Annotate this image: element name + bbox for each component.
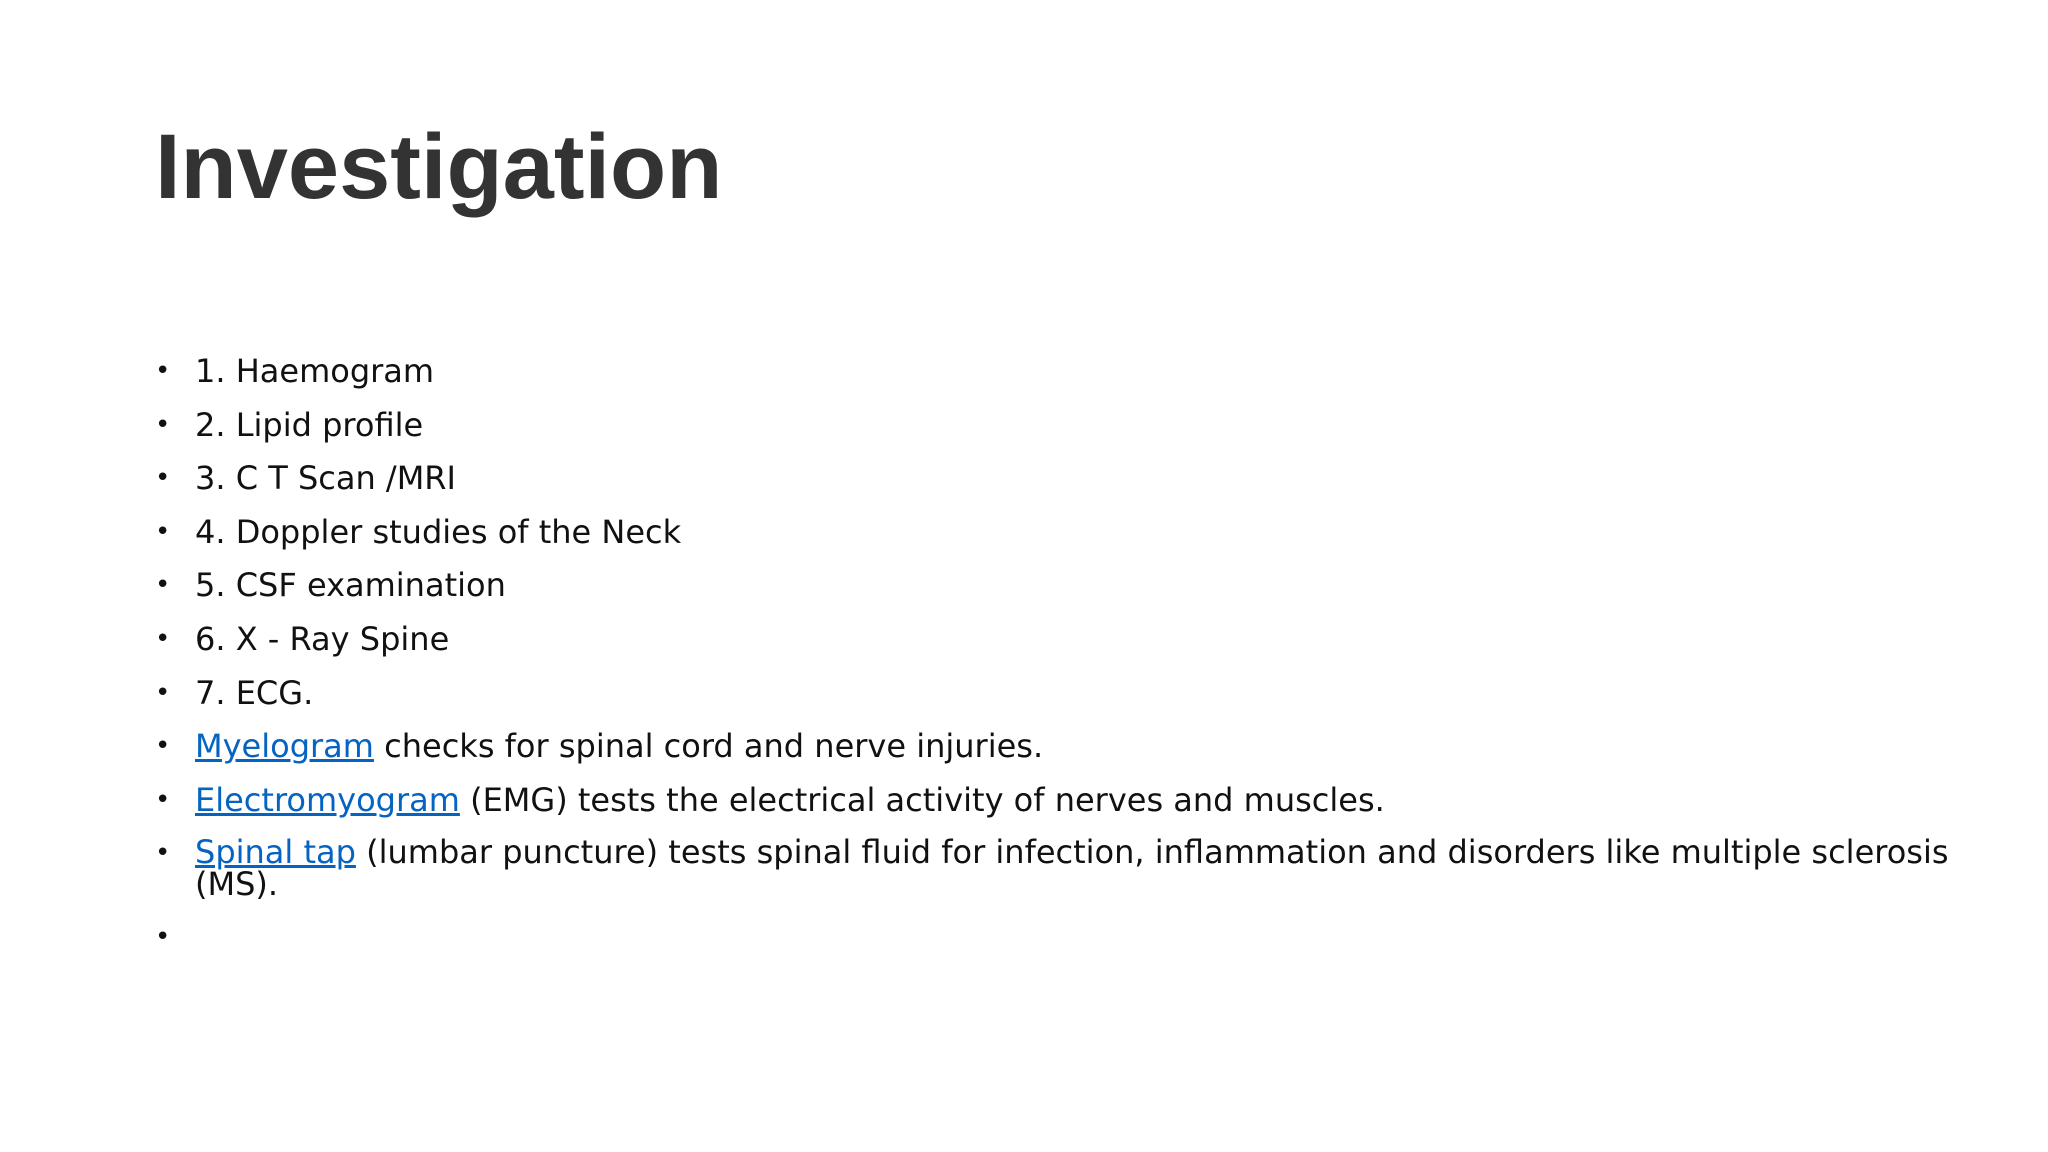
item-text: (lumbar puncture) tests spinal fluid for infection, inflammation and disorders like multiple sclerosis (MS). [195,833,1949,904]
bullet-icon: • [155,623,171,654]
bullet-list [155,352,1955,952]
slide-title: Investigation [155,116,723,218]
list-item [155,354,1955,388]
list-item [155,512,1955,551]
list-item [155,727,1955,766]
list-item [155,459,1955,498]
item-text: checks for spinal cord and nerve injuries. [373,727,1044,766]
item-text: 1. Haemogram [195,352,435,390]
item-text: 5. CSF examination [195,566,506,605]
list-item [155,673,1955,712]
bullet-icon: • [155,731,171,762]
spinal-tap-link[interactable]: Spinal tap [195,833,356,872]
bullet-icon: • [155,409,171,440]
item-text: (EMG) tests the electrical activity of nerves and muscles. [459,780,1385,819]
bullet-icon: • [155,463,171,494]
bullet-icon: • [155,570,171,601]
bullet-icon: • [155,784,171,815]
item-text: 2. Lipid profile [195,405,424,444]
item-text: 4. Doppler studies of the Neck [195,512,682,551]
list-item [155,619,1955,658]
item-text: 7. ECG. [195,673,314,712]
bullet-icon: • [155,677,171,708]
list-item [155,780,1955,819]
list-item [155,405,1955,444]
myelogram-link[interactable]: Myelogram [195,727,374,766]
bullet-icon: • [155,838,171,869]
bullet-icon: • [155,356,171,386]
electromyogram-link[interactable]: Electromyogram [195,780,460,819]
item-text: 3. C T Scan /MRI [195,459,456,498]
bullet-icon: • [155,921,171,952]
list-item [155,833,1955,904]
item-text: 6. X - Ray Spine [195,619,450,658]
list-item [155,566,1955,605]
bullet-icon: • [155,516,171,547]
